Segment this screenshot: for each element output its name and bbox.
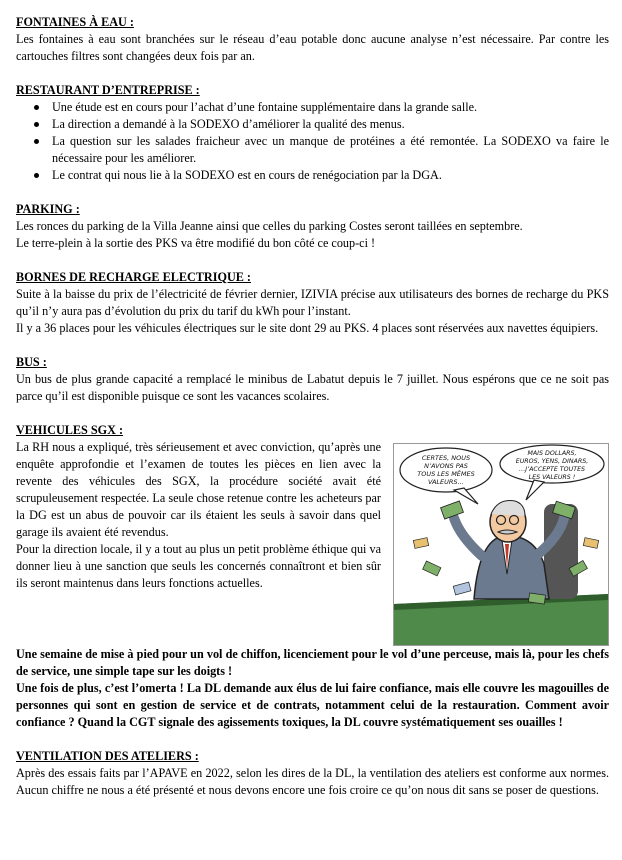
parking-line-1: Les ronces du parking de la Villa Jeanne ainsi que celles du parking Costes seront taillées en septembre. <box>16 219 523 233</box>
section-vehicules <box>16 422 609 731</box>
heading-fontaines: FONTAINES À EAU : <box>16 15 134 29</box>
heading-vehicules: VEHICULES SGX : <box>16 423 124 437</box>
ventilation-text: Après des essais faits par l’APAVE en 2022, selon les dires de la DL, la ventilation des ateliers est conforme aux normes. Aucun chiffre ne nous a été présenté et nous devons encore une fois croire ce qu’on nous dit sans se poser de questions. <box>16 766 609 797</box>
vehicules-bold-block <box>16 646 609 731</box>
parking-line-2: Le terre-plein à la sortie des PKS va être modifié du bon côté ce coup-ci ! <box>16 236 376 250</box>
section-fontaines <box>16 14 609 65</box>
list-item: Une étude est en cours pour l’achat d’une fontaine supplémentaire dans la grande salle. <box>52 99 609 116</box>
vehicules-bold-1: Une semaine de mise à pied pour un vol de chiffon, licenciement pour le vol d’une perceuse, mais là, pour les chefs de service, une simple tape sur les doigts ! <box>16 647 609 678</box>
list-item: Le contrat qui nous lie à la SODEXO est en cours de renégociation par la DGA. <box>52 167 609 184</box>
heading-bornes: BORNES DE RECHARGE ELECTRIQUE : <box>16 270 251 284</box>
bus-text: Un bus de plus grande capacité a remplacé le minibus de Labatut depuis le 7 juillet. Nous espérons que ce ne soit pas parce qu’il est disponible puisque ce sont les vacances scolaires. <box>16 372 609 403</box>
bubble-left-line: VALEURS… <box>427 478 465 486</box>
bubble-left-line: N’AVONS PAS <box>424 462 468 470</box>
bornes-para-2: Il y a 36 places pour les véhicules électriques sur le site dont 29 au PKS. 4 places sont réservées aux navettes équipiers. <box>16 321 599 335</box>
section-restaurant <box>16 82 609 184</box>
section-parking <box>16 201 609 252</box>
fontaines-text: Les fontaines à eau sont branchées sur le réseau d’eau potable donc aucune analyse n’est nécessaire. Par contre les cartouches filtres sont changées deux fois par an. <box>16 32 609 63</box>
bubble-left-line: TOUS LES MÊMES <box>417 470 475 478</box>
heading-bus: BUS : <box>16 355 47 369</box>
section-bornes <box>16 269 609 337</box>
bubble-right-line: LES VALEURS ! <box>528 474 576 481</box>
section-ventilation <box>16 748 609 799</box>
vehicules-bold-2: Une fois de plus, c’est l’omerta ! La DL demande aux élus de lui faire confiance, mais elle couvre les magouilles de personnes qui sont en gestion de service et de contrats, notamment celui de la restauration. Comment avoir confiance ? Quand la CGT signale des agissements toxiques, la DL couvre systématiquement ses ouailles ! <box>16 681 609 729</box>
cartoon-illustration <box>393 443 609 646</box>
bubble-left-line: CERTES, NOUS <box>421 454 471 462</box>
list-item: La direction a demandé à la SODEXO d’améliorer la qualité des menus. <box>52 116 609 133</box>
heading-ventilation: VENTILATION DES ATELIERS : <box>16 749 199 763</box>
vehicules-para-1: La RH nous a expliqué, très sérieusement et avec conviction, qu’après une enquête approfondie et l’examen de toutes les pièces en lien avec la revente des véhicules des SGX, la procédure société avait été scrupuleusement respectée. La seule chose retenue contre les acheteurs par la DG est un abus de pouvoir car ils étaient les seuls à savoir dans quel garage ils avaient été revendus. <box>16 440 381 539</box>
heading-restaurant: RESTAURANT D’ENTREPRISE : <box>16 83 200 97</box>
bubble-right-line: MAIS DOLLARS, <box>527 450 577 457</box>
heading-parking: PARKING : <box>16 202 80 216</box>
restaurant-list <box>16 99 609 184</box>
bornes-para-1: Suite à la baisse du prix de l’électricité de février dernier, IZIVIA précise aux utilisateurs des bornes de recharge du PKS qu’il n’y aura pas d’évolution du prix du tarif du kWh pour l’instant. <box>16 287 609 318</box>
list-item: La question sur les salades fraicheur avec un manque de protéines a été remontée. La SODEXO va faire le nécessaire pour les améliorer. <box>52 134 609 165</box>
bubble-right-line: …J’ACCEPTE TOUTES <box>518 466 586 473</box>
section-bus <box>16 354 609 405</box>
bubble-right-line: EUROS, YENS, DINARS, <box>515 458 589 465</box>
vehicules-para-2: Pour la direction locale, il y a tout au plus un petit problème éthique qui va donner lieu à une sanction que seuls les concernés connaîtront et bien sûr ils seront maintenus dans leurs fonctions actuelles. <box>16 542 381 590</box>
